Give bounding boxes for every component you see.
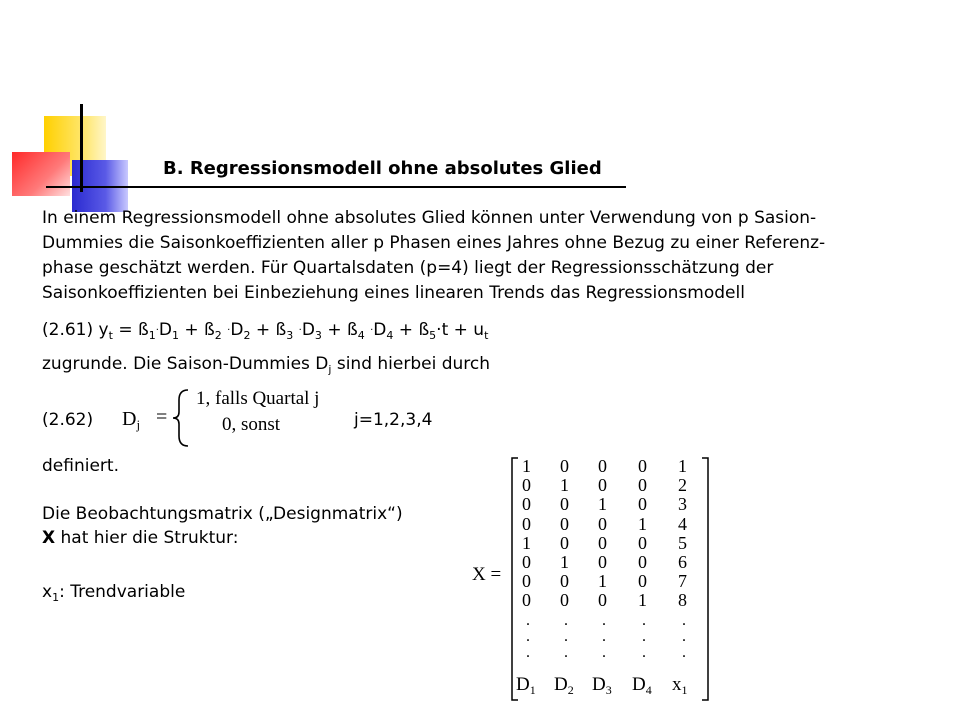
- eq262-case-1: 1, falls Quartal j: [196, 388, 320, 409]
- beta-2-sub: 2: [214, 329, 222, 342]
- design-x-bold: X: [42, 528, 56, 548]
- matrix-cell: 0: [522, 494, 531, 515]
- matrix-cell: 0: [522, 513, 531, 534]
- matrix-ellipsis-dot: .: [564, 644, 568, 661]
- matrix-cell: 0: [638, 552, 647, 572]
- plus-op: +: [250, 320, 276, 340]
- matrix-column-label-base: D: [592, 674, 606, 695]
- matrix-column-label-sub: 3: [605, 683, 612, 697]
- trend-x: x: [42, 582, 53, 602]
- decor-horizontal-line: [46, 186, 626, 188]
- eq262-label: (2.62): [42, 410, 94, 430]
- design-matrix: [472, 452, 722, 702]
- left-brace-icon: [170, 388, 192, 448]
- decor-vertical-line: [80, 104, 83, 192]
- dummy-3-sub: 3: [314, 329, 322, 342]
- matrix-cell: 0: [560, 532, 569, 553]
- matrix-cell: 1: [598, 494, 607, 515]
- matrix-cell: 0: [638, 571, 647, 592]
- u-sub: t: [484, 329, 489, 342]
- matrix-cell: 0: [598, 475, 607, 496]
- matrix-column-label-base: D: [516, 674, 530, 695]
- dummy-2-sub: 2: [243, 329, 251, 342]
- matrix-column-label: [672, 674, 688, 696]
- equation-2-61: [42, 320, 488, 340]
- matrix-cell: 1: [522, 456, 531, 476]
- matrix-cell: 1: [522, 532, 531, 553]
- matrix-ellipsis-dot: .: [602, 644, 606, 661]
- matrix-cell: 0: [522, 552, 531, 572]
- matrix-cell: 0: [522, 571, 531, 592]
- matrix-column-label-sub: 1: [529, 683, 536, 697]
- eq262-equals: =: [156, 406, 168, 428]
- matrix-ellipsis-dot: .: [642, 628, 646, 645]
- matrix-name: X =: [472, 564, 502, 585]
- matrix-cell: 5: [678, 532, 687, 553]
- matrix-cell: 0: [560, 456, 569, 476]
- beta-2: ß: [204, 320, 215, 340]
- matrix-cell: 0: [560, 494, 569, 515]
- zugrunde-line: [42, 354, 490, 374]
- matrix-cell: 0: [598, 513, 607, 534]
- matrix-ellipsis-dot: .: [642, 612, 646, 629]
- matrix-ellipsis-dot: .: [602, 612, 606, 629]
- matrix-cell: 0: [638, 532, 647, 553]
- matrix-cell: 0: [598, 590, 607, 611]
- intro-paragraph: [42, 206, 922, 306]
- trend-variable-line: [42, 582, 185, 602]
- dummy-2: D: [230, 320, 244, 340]
- eq262-lhs: [122, 408, 140, 431]
- equation-2-62: [122, 388, 352, 446]
- matrix-ellipsis-dot: .: [682, 628, 686, 645]
- dummy-4: D: [373, 320, 387, 340]
- intro-line-2: Dummies die Saisonkoeffizienten aller p Phasen eines Jahres ohne Bezug zu einer Referenz-: [42, 233, 826, 253]
- dot-op: ·: [298, 325, 302, 336]
- matrix-column-label-sub: 4: [645, 683, 652, 697]
- beta-5-sub: 5: [429, 329, 437, 342]
- matrix-ellipsis-dot: .: [602, 628, 606, 645]
- matrix-cell: 1: [560, 475, 569, 496]
- matrix-column-label: [554, 674, 574, 696]
- matrix-cell: 0: [522, 590, 531, 611]
- dummy-1: D: [158, 320, 172, 340]
- matrix-cell: 0: [560, 571, 569, 592]
- matrix-ellipsis-dot: .: [564, 628, 568, 645]
- matrix-cell: 1: [638, 590, 647, 611]
- trend-term: ·t + u: [436, 320, 485, 340]
- matrix-ellipsis-dot: .: [526, 628, 530, 645]
- matrix-cell: 6: [678, 552, 687, 572]
- beta-3: ß: [275, 320, 287, 340]
- matrix-cell: 1: [678, 456, 687, 476]
- matrix-cell: 3: [678, 494, 687, 515]
- intro-line-4: Saisonkoeffizienten bei Einbeziehung eines linearen Trends das Regressionsmodell: [42, 283, 745, 303]
- dummy-1-sub: 1: [171, 329, 179, 342]
- beta-4-sub: 4: [357, 329, 365, 342]
- matrix-cell: 0: [560, 513, 569, 534]
- trend-rest: : Trendvariable: [59, 582, 186, 602]
- dot-op: ·: [155, 325, 159, 336]
- dot-op: ·: [227, 325, 231, 336]
- beta-5: ß: [418, 320, 430, 340]
- matrix-cell: 7: [678, 571, 687, 592]
- matrix-cell: 0: [598, 552, 607, 572]
- matrix-cell: 0: [638, 475, 647, 496]
- matrix-cell: 1: [560, 552, 569, 572]
- design-line-2-rest: hat hier die Struktur:: [55, 528, 239, 548]
- eq262-range: j=1,2,3,4: [354, 410, 433, 430]
- eq262-lhs-sub: j: [136, 417, 141, 432]
- matrix-ellipsis-dot: .: [682, 644, 686, 661]
- matrix-cell: 8: [678, 590, 687, 611]
- design-line-2: [42, 528, 238, 548]
- beta-1-sub: 1: [148, 329, 156, 342]
- matrix-ellipsis-dot: .: [642, 644, 646, 661]
- eq-sub: t: [108, 329, 113, 342]
- beta-1: ß: [137, 320, 149, 340]
- matrix-cell: 4: [678, 513, 687, 534]
- eq262-case-2: 0, sonst: [222, 414, 281, 435]
- decor-red-square: [12, 152, 70, 196]
- slide-title: B. Regressionsmodell ohne absolutes Glied: [163, 158, 602, 179]
- matrix-ellipsis-dot: .: [526, 644, 530, 661]
- plus-op: +: [393, 320, 419, 340]
- matrix-cell: 0: [560, 590, 569, 611]
- design-line-1: Die Beobachtungsmatrix („Designmatrix“): [42, 504, 403, 524]
- trend-x-sub: 1: [52, 591, 60, 604]
- matrix-cell: 0: [598, 532, 607, 553]
- matrix-cell: 0: [598, 456, 607, 476]
- matrix-column-label-base: x: [672, 674, 682, 695]
- matrix-cell: 1: [638, 513, 647, 534]
- beta-4: ß: [346, 320, 358, 340]
- plus-op: +: [178, 320, 205, 340]
- eq-label: (2.61) y: [42, 320, 109, 340]
- matrix-column-label: [632, 674, 652, 696]
- matrix-ellipsis-dot: .: [682, 612, 686, 629]
- matrix-cell: 0: [638, 494, 647, 515]
- matrix-column-label: [516, 674, 536, 696]
- zugrunde-rest: sind hierbei durch: [331, 354, 491, 374]
- dummy-3: D: [301, 320, 315, 340]
- dummy-4-sub: 4: [386, 329, 394, 342]
- matrix-cell: 0: [638, 456, 647, 476]
- zugrunde-text: zugrunde. Die Saison-Dummies D: [42, 354, 329, 374]
- matrix-column-label-sub: 2: [567, 683, 574, 697]
- dot-op: ·: [370, 325, 374, 336]
- matrix-column-label-sub: 1: [681, 683, 688, 697]
- matrix-cell: 0: [522, 475, 531, 496]
- zugrunde-sub: j: [328, 363, 332, 376]
- plus-op: +: [321, 320, 347, 340]
- matrix-column-label-base: D: [554, 674, 568, 695]
- intro-line-1: In einem Regressionsmodell ohne absolutes Glied können unter Verwendung von p Sasion-: [42, 208, 817, 228]
- eq-equals: =: [112, 320, 138, 340]
- definiert-text: definiert.: [42, 456, 119, 476]
- matrix-cell: 1: [598, 571, 607, 592]
- eq262-lhs-base: D: [122, 408, 137, 430]
- beta-3-sub: 3: [286, 329, 294, 342]
- matrix-cell: 2: [678, 475, 687, 496]
- intro-line-3: phase geschätzt werden. Für Quartalsdaten (p=4) liegt der Regressionsschätzung der: [42, 258, 774, 278]
- matrix-ellipsis-dot: .: [564, 612, 568, 629]
- matrix-column-label-base: D: [632, 674, 646, 695]
- matrix-column-label: [592, 674, 612, 696]
- matrix-ellipsis-dot: .: [526, 612, 530, 629]
